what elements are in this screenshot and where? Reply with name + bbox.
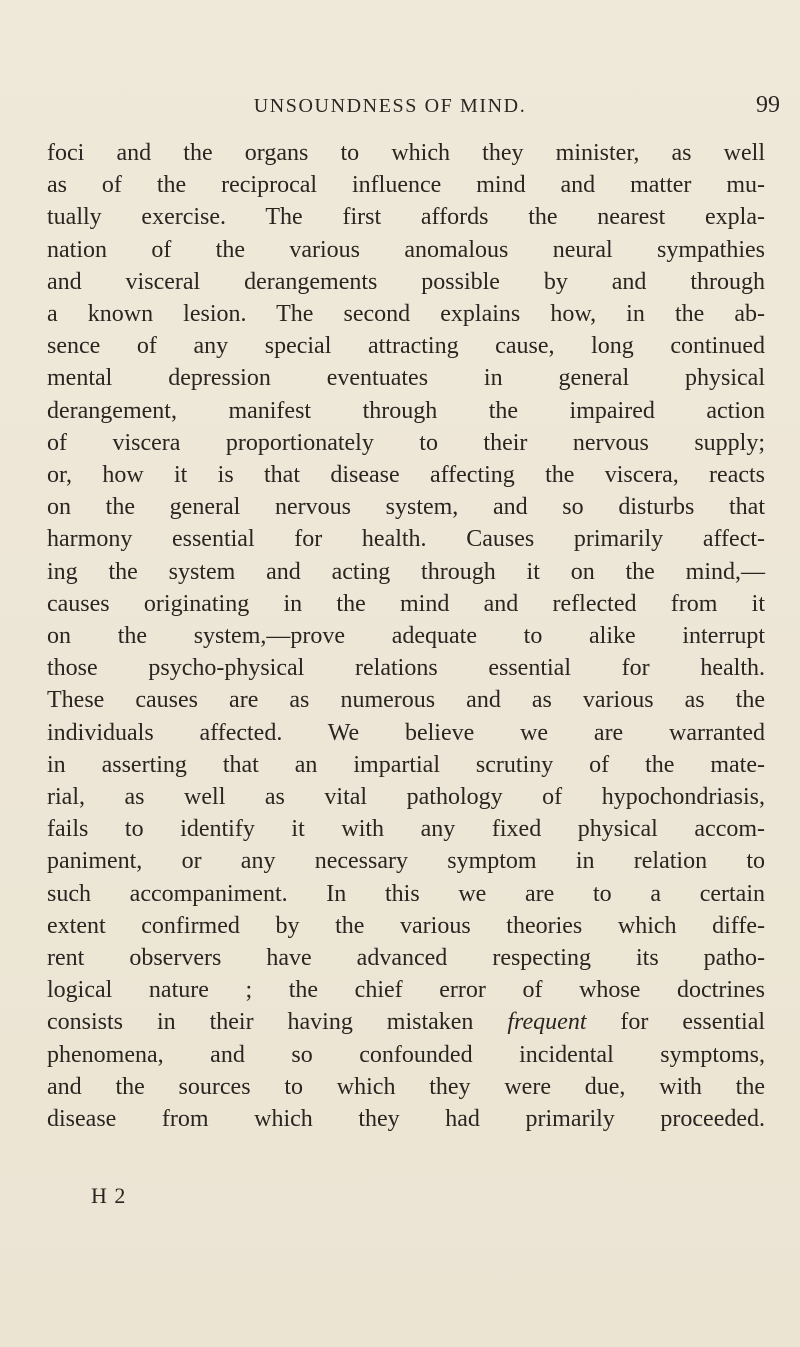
text-line-28-after: for essential [586, 1009, 766, 1036]
text-line-2: as of the reciprocal influence mind and matter mu- [47, 172, 765, 199]
text-line-25: extent confirmed by the various theories which diffe- [47, 912, 765, 939]
page-header [40, 92, 780, 122]
text-line-31: disease from which they had primarily proceeded. [47, 1106, 765, 1133]
text-line-5: and visceral derangements possible by and through [47, 268, 765, 295]
text-line-16: on the system,—prove adequate to alike interrupt [47, 623, 765, 650]
signature-mark: H 2 [91, 1183, 127, 1208]
body-text [47, 137, 765, 1135]
text-line-3: tually exercise. The first affords the nearest expla- [47, 204, 765, 231]
text-line-30: and the sources to which they were due, with the [47, 1073, 765, 1100]
text-line-27: logical nature ; the chief error of whose doctrines [47, 977, 765, 1004]
text-line-19: individuals affected. We believe we are warranted [47, 719, 765, 746]
text-line-29: phenomena, and so confounded incidental symptoms, [47, 1041, 765, 1068]
text-line-28-italic: frequent [507, 1009, 587, 1036]
text-line-14: ing the system and acting through it on the mind,— [47, 558, 765, 585]
text-line-20: in asserting that an impartial scrutiny of the mate- [47, 751, 765, 778]
text-line-1: foci and the organs to which they minister, as well [47, 140, 765, 166]
text-line-10: of viscera proportionately to their nervous supply; [47, 429, 765, 456]
text-line-24: such accompaniment. In this we are to a certain [47, 880, 765, 907]
text-line-4: nation of the various anomalous neural sympathies [47, 236, 765, 263]
text-line-9: derangement, manifest through the impaired action [47, 397, 765, 424]
text-line-12: on the general nervous system, and so disturbs that [47, 494, 765, 521]
text-line-8: mental depression eventuates in general physical [47, 365, 765, 392]
text-line-18: These causes are as numerous and as various as the [47, 687, 765, 714]
text-line-28 [47, 1006, 765, 1038]
text-line-21: rial, as well as vital pathology of hypochondriasis, [47, 784, 765, 811]
text-line-26: rent observers have advanced respecting its patho- [47, 945, 765, 972]
page-number: 99 [756, 92, 780, 118]
text-line-13: harmony essential for health. Causes primarily affect- [47, 526, 765, 553]
text-line-22: fails to identify it with any fixed physical accom- [47, 816, 765, 843]
text-line-17: those psycho-physical relations essential for health. [47, 655, 765, 682]
text-line-28-before: consists in their having mistaken [47, 1009, 508, 1036]
text-line-6: a known lesion. The second explains how, in the ab- [47, 301, 765, 328]
running-head: UNSOUNDNESS OF MIND. [253, 95, 527, 117]
text-line-7: sence of any special attracting cause, long continued [47, 333, 765, 360]
text-line-23: paniment, or any necessary symptom in relation to [47, 848, 765, 875]
text-line-15: causes originating in the mind and reflected from it [47, 590, 765, 617]
text-line-11: or, how it is that disease affecting the viscera, reacts [47, 462, 765, 489]
